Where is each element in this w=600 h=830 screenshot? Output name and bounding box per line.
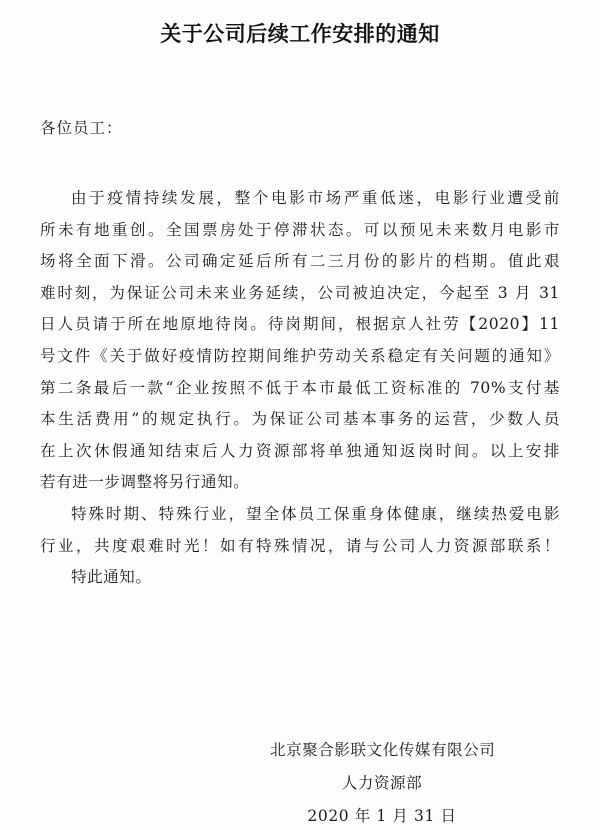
body-line: 行业，共度艰难时光！如有特殊情况，请与公司人力资源部联系！ bbox=[40, 536, 560, 555]
body-line: 在上次休假通知结束后人力资源部将单独通知返岗时间。以上安排 bbox=[40, 441, 560, 460]
body-line: 本生活费用”的规定执行。为保证公司基本事务的运营，少数人员 bbox=[40, 410, 560, 429]
notice-body bbox=[40, 183, 560, 594]
body-line: 所未有地重创。全国票房处于停滞状态。可以预见未来数月电影市 bbox=[40, 220, 560, 239]
body-line: 特殊时期、特殊行业，望全体员工保重身体健康，继续热爱电影 bbox=[71, 504, 560, 523]
signature-company: 北京聚合影联文化传媒有限公司 bbox=[270, 741, 496, 759]
body-line: 由于疫情持续发展，整个电影市场严重低迷，电影行业遭受前 bbox=[71, 189, 560, 207]
signature-date: 2020 年 1 月 31 日 bbox=[307, 807, 457, 825]
body-line: 日人员请于所在地原地待岗。待岗期间，根据京人社劳【2020】11 bbox=[40, 315, 560, 334]
signature-department: 人力资源部 bbox=[341, 774, 423, 792]
body-line: 难时刻，为保证公司未来业务延续，公司被迫决定，今起至 3 月 31 bbox=[40, 283, 560, 302]
salutation: 各位员工： bbox=[40, 119, 123, 137]
body-line: 号文件《关于做好疫情防控期间维护劳动关系稳定有关问题的通知》 bbox=[40, 346, 560, 365]
body-line: 第二条最后一款“企业按照不低于本市最低工资标准的 70%支付基 bbox=[40, 378, 560, 397]
notice-title: 关于公司后续工作安排的通知 bbox=[160, 22, 440, 46]
closing-line: 特此通知。 bbox=[71, 568, 152, 587]
body-line: 场将全面下滑。公司确定延后所有二三月份的影片的档期。值此艰 bbox=[40, 252, 560, 271]
body-line: 若有进一步调整将另行通知。 bbox=[40, 473, 250, 492]
